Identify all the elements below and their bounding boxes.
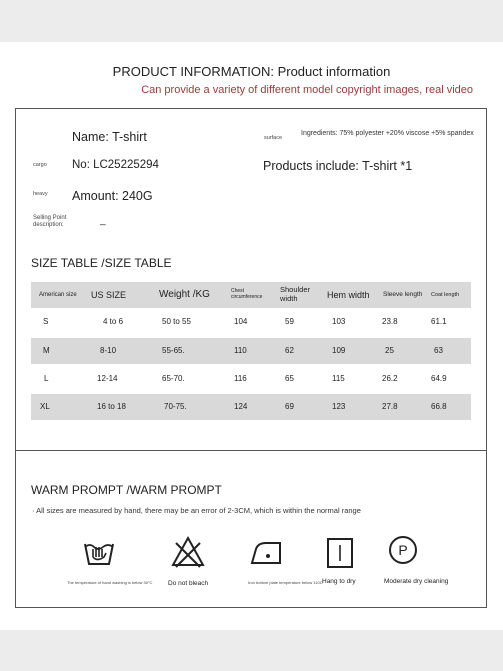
dry-clean-icon — [388, 535, 418, 565]
shoulder-cell: 59 — [285, 317, 294, 326]
dry-clean-label: Moderate dry cleaning — [384, 578, 449, 585]
sleeve-cell: 23.8 — [382, 317, 398, 326]
heavy-label: heavy — [33, 191, 48, 197]
size-cell: L — [44, 374, 49, 383]
size-table-heading: SIZE TABLE /SIZE TABLE — [31, 256, 172, 270]
coat-cell: 64.9 — [431, 374, 447, 383]
cargo-label: cargo — [33, 162, 47, 168]
size-cell: M — [43, 346, 50, 355]
col-header-coat: Coat length — [431, 292, 460, 298]
product-number: No: LC25225294 — [72, 159, 159, 171]
table-row — [31, 394, 471, 420]
col-header-chest: Chest circumference — [231, 288, 263, 300]
ingredients: Ingredients: 75% polyester +20% viscose +5% spandex — [301, 130, 474, 137]
chest-cell: 110 — [234, 346, 247, 355]
us-size-cell: 8-10 — [100, 346, 117, 355]
warm-prompt-heading: WARM PROMPT /WARM PROMPT — [31, 483, 222, 497]
shoulder-cell: 62 — [285, 346, 294, 355]
measurement-note: · All sizes are measured by hand, there may be an error of 2-3CM, which is within the normal range — [32, 506, 361, 515]
table-row — [31, 366, 471, 392]
col-header-shoulder: Shoulder width — [280, 285, 311, 303]
us-size-cell: 4 to 6 — [103, 317, 124, 326]
col-header-american-size: American size — [39, 292, 77, 298]
size-cell: XL — [40, 402, 50, 411]
weight-cell: 55-65. — [162, 346, 185, 355]
col-header-hem: Hem width — [327, 290, 370, 300]
chest-cell: 124 — [234, 402, 248, 411]
sleeve-cell: 26.2 — [382, 374, 398, 383]
us-size-cell: 12-14 — [97, 374, 118, 383]
hem-cell: 123 — [332, 402, 346, 411]
iron-icon — [248, 537, 286, 569]
shoulder-cell: 69 — [285, 402, 294, 411]
coat-cell: 61.1 — [431, 317, 447, 326]
bottom-band — [0, 630, 503, 671]
no-bleach-label: Do not bleach — [168, 580, 209, 587]
selling-point-value: _ — [100, 215, 106, 226]
us-size-cell: 16 to 18 — [97, 402, 126, 411]
table-row — [31, 338, 471, 364]
hem-cell: 109 — [332, 346, 346, 355]
product-amount: Amount: 240G — [72, 189, 153, 203]
coat-cell: 63 — [434, 346, 443, 355]
hang-dry-icon — [326, 537, 354, 569]
hand-wash-label: The temperature of hand washing is below 30°C — [67, 580, 153, 585]
products-include: Products include: T-shirt *1 — [263, 159, 413, 173]
shoulder-cell: 65 — [285, 374, 294, 383]
weight-cell: 70-75. — [164, 402, 187, 411]
col-header-weight: Weight /KG — [159, 289, 210, 300]
no-bleach-icon — [170, 535, 206, 569]
iron-label: Iron bottom plate temperature below 110C — [248, 580, 323, 585]
hand-wash-icon — [82, 535, 116, 569]
hang-dry-label: Hang to dry — [322, 578, 356, 585]
svg-text:P: P — [398, 542, 408, 558]
col-header-us-size: US SIZE — [91, 290, 127, 300]
page-subtitle: Can provide a variety of different model copyright images, real video — [141, 84, 473, 96]
product-name: Name: T-shirt — [72, 130, 147, 144]
coat-cell: 66.8 — [431, 402, 447, 411]
size-table-header-row — [31, 282, 471, 308]
size-cell: S — [43, 317, 49, 326]
sleeve-cell: 25 — [385, 346, 394, 355]
surface-label: surface — [264, 135, 283, 141]
weight-cell: 50 to 55 — [162, 317, 191, 326]
top-band — [0, 0, 503, 42]
table-row — [31, 309, 471, 335]
weight-cell: 65-70. — [162, 374, 185, 383]
selling-point-label: Selling Point description: — [33, 215, 67, 229]
page-title: PRODUCT INFORMATION: Product information — [112, 64, 391, 79]
col-header-sleeve: Sleeve length — [383, 291, 423, 298]
sleeve-cell: 27.8 — [382, 402, 398, 411]
hem-cell: 103 — [332, 317, 346, 326]
chest-cell: 116 — [234, 374, 247, 383]
hem-cell: 115 — [332, 374, 345, 383]
chest-cell: 104 — [234, 317, 248, 326]
